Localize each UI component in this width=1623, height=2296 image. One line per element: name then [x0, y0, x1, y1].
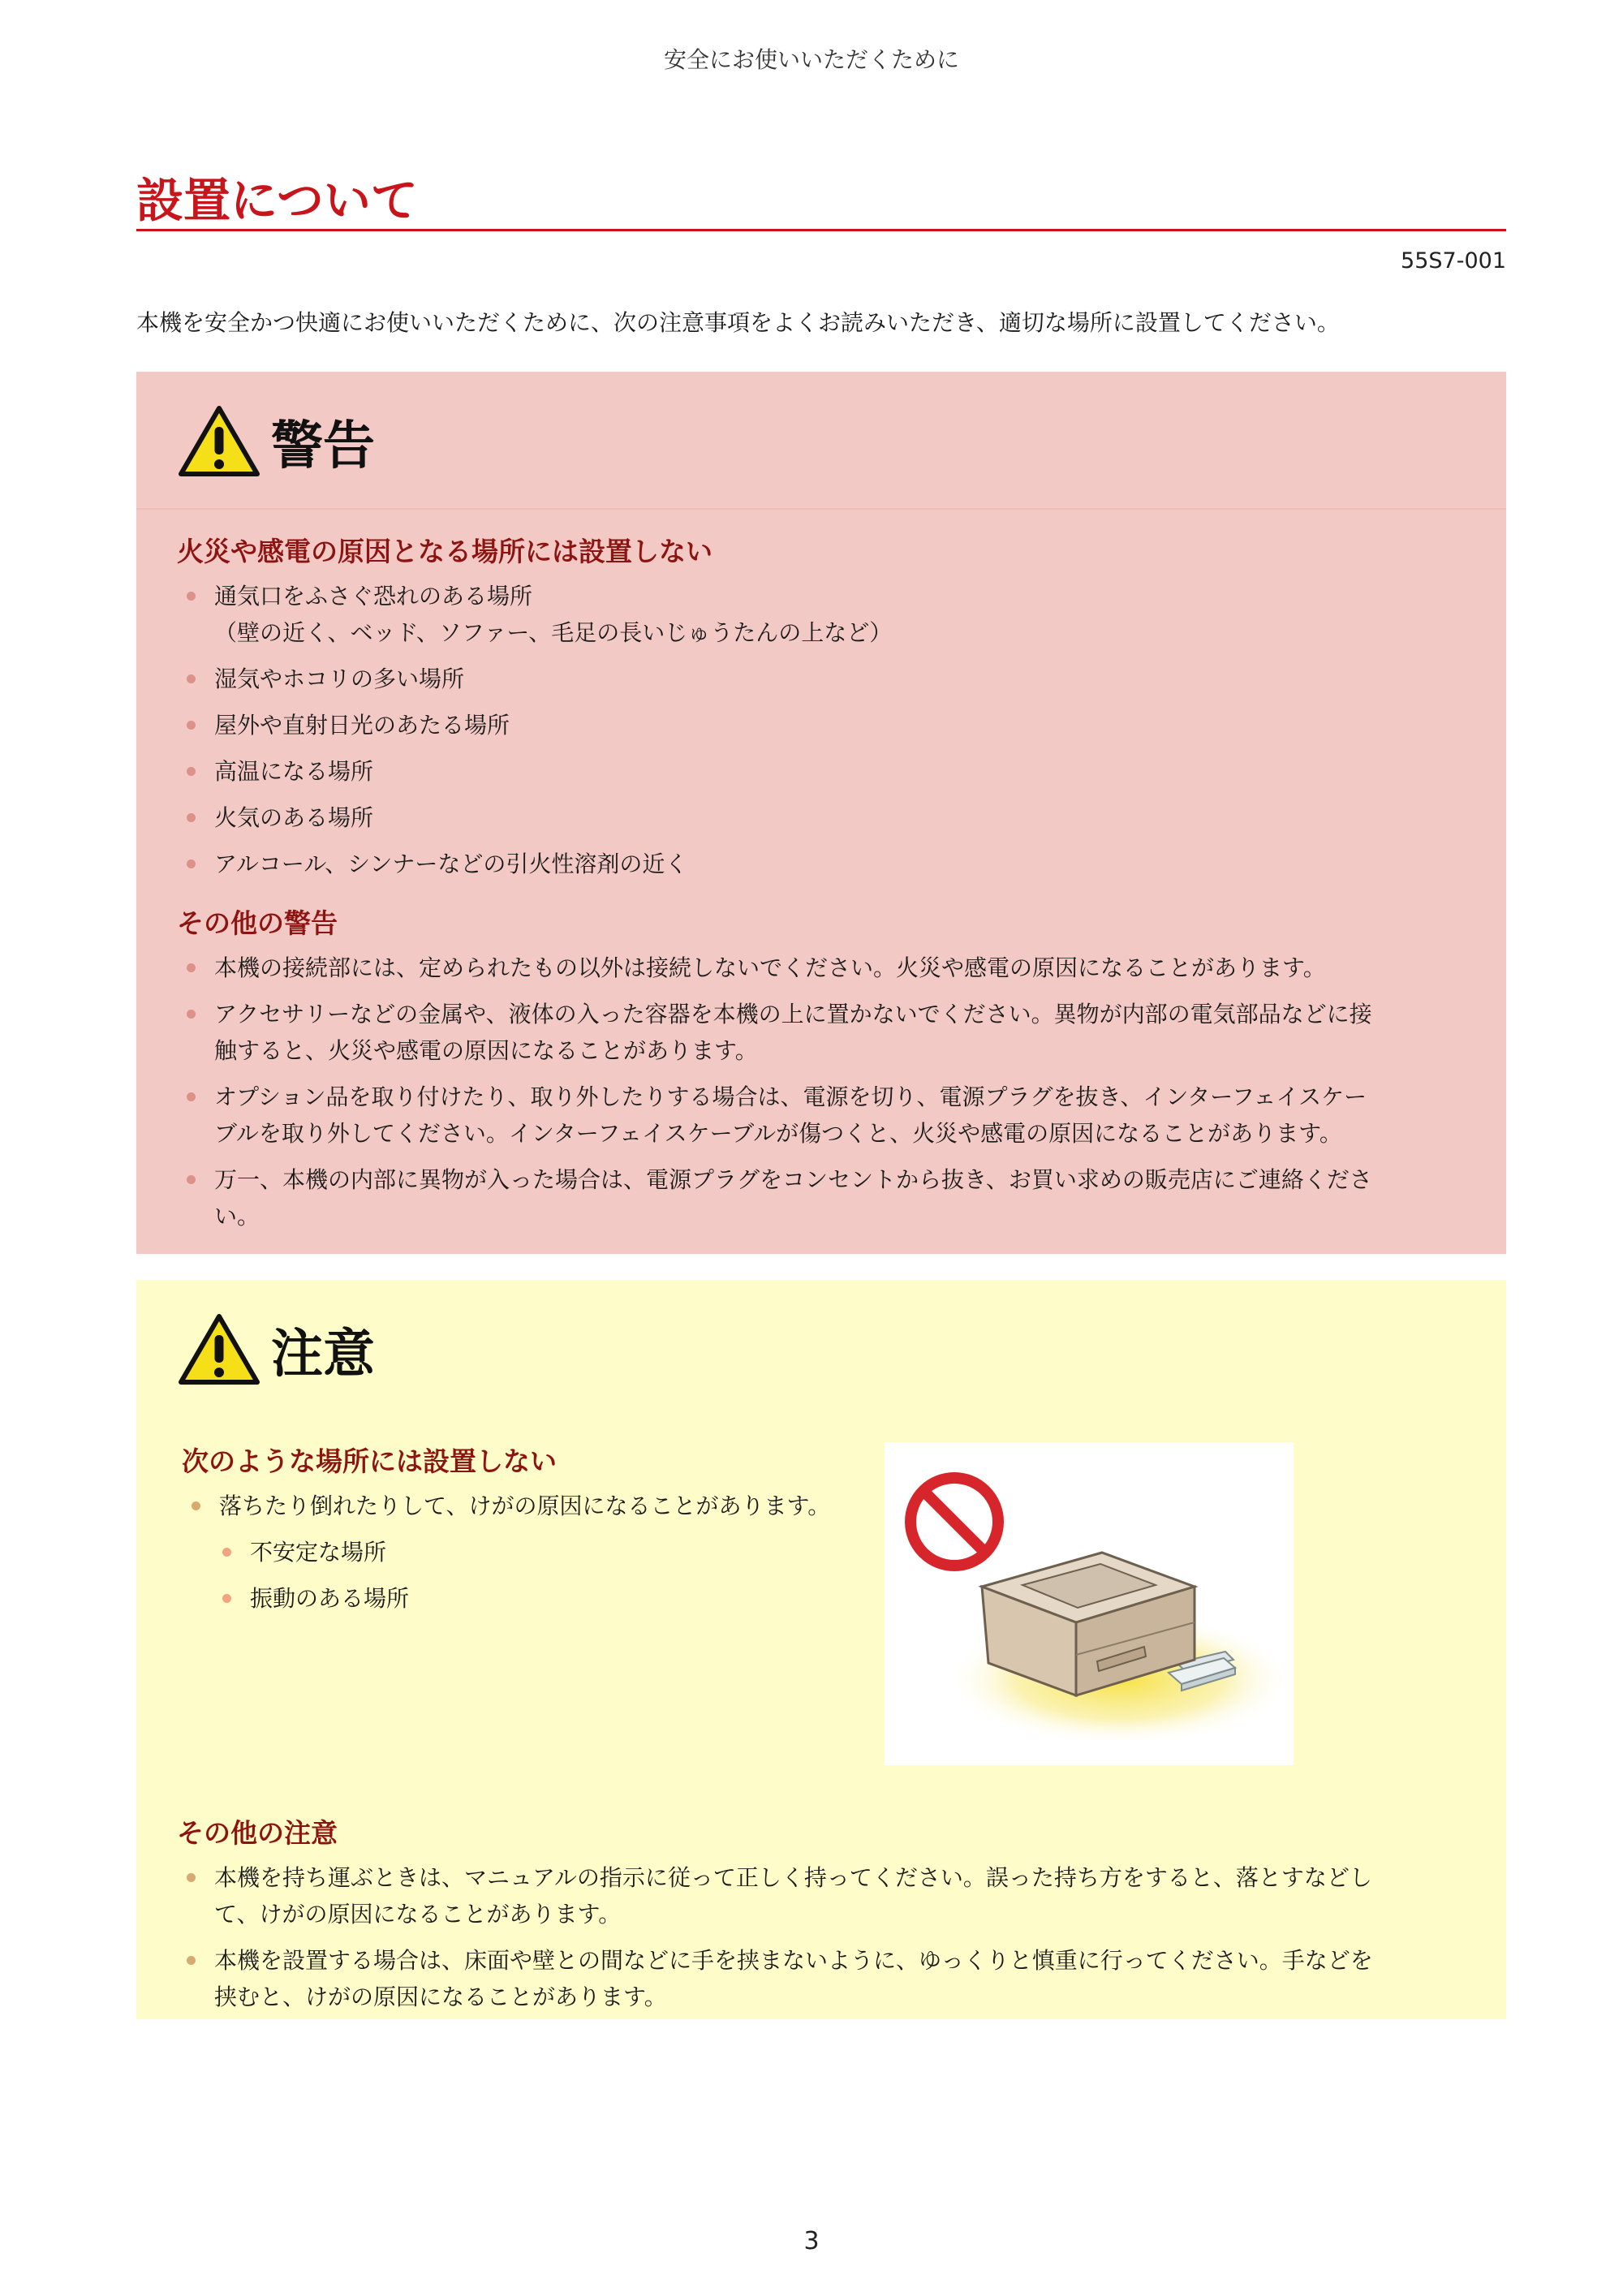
running-header: 安全にお使いいただくために — [663, 46, 959, 73]
warning-header — [177, 401, 375, 482]
list-item — [177, 661, 1475, 697]
printer-illustration — [885, 1442, 1294, 1765]
bullet-icon — [187, 592, 196, 601]
list-item-text: 万一、本機の内部に異物が入った場合は、電源プラグをコンセントから抜き、お買い求めの販売店にご連絡くださ — [214, 1166, 1372, 1193]
list-item — [177, 799, 1475, 836]
list-item — [177, 950, 1483, 986]
list-item — [177, 1859, 1483, 1932]
list-item — [177, 1942, 1483, 2015]
list-item-text: 本機を設置する場合は、床面や壁との間などに手を挟まないように、ゆっくりと慎重に行ってください。手などを — [214, 1947, 1373, 1974]
bullet-icon — [187, 1873, 196, 1882]
list-item-text: 高温になる場所 — [214, 758, 374, 785]
list-item-text: 通気口をふさぐ恐れのある場所 — [214, 583, 533, 610]
page-number: 3 — [803, 2227, 820, 2255]
bullet-icon — [187, 963, 196, 972]
list-item-text: 本機を持ち運ぶときは、マニュアルの指示に従って正しく持ってください。誤った持ち方をすると、落とすなどし — [214, 1864, 1372, 1891]
list-item — [177, 1079, 1483, 1152]
warning-section-title: 火災や感電の原因となる場所には設置しない — [177, 536, 712, 567]
list-item-text-cont: 触すると、火災や感電の原因になることがあります。 — [214, 1037, 758, 1064]
list-item-text: アルコール、シンナーなどの引火性溶剤の近く — [214, 851, 688, 877]
bullet-icon — [187, 1175, 196, 1184]
sub-list-item-text: 振動のある場所 — [250, 1585, 410, 1612]
list-item — [177, 578, 1475, 651]
bullet-icon — [187, 813, 196, 822]
intro-text: 本機を安全かつ快適にお使いいただくために、次の注意事項をよくお読みいただき、適切な場所に設置してください。 — [136, 309, 1340, 336]
list-item-text-cont: い。 — [214, 1203, 260, 1230]
prohibited-icon — [911, 1478, 998, 1566]
bullet-icon — [187, 859, 196, 868]
list-item-text: 本機の接続部には、定められたもの以外は接続しないでください。火災や感電の原因になることがあります。 — [214, 954, 1326, 981]
bullet-icon — [222, 1594, 231, 1603]
list-item-text: 落ちたり倒れたりして、けがの原因になることがあります。 — [219, 1493, 831, 1519]
warning-triangle-icon — [177, 1312, 261, 1387]
list-item-text: オプション品を取り付けたり、取り外したりする場合は、電源を切り、電源プラグを抜き、インターフェイスケー — [214, 1083, 1367, 1110]
bullet-icon — [187, 1956, 196, 1965]
warning-divider — [136, 508, 1506, 510]
list-item-text-cont: （壁の近く、ベッド、ソファー、毛足の長いじゅうたんの上など） — [214, 619, 893, 646]
list-item-text: 湿気やホコリの多い場所 — [214, 666, 465, 692]
warning-other-title: その他の警告 — [177, 907, 338, 939]
caution-label: 注意 — [271, 1325, 375, 1385]
list-item-text-cont: て、けがの原因になることがあります。 — [214, 1901, 622, 1928]
title-underline — [136, 229, 1506, 231]
caution-list-locations — [182, 1488, 880, 1626]
sub-list-item — [213, 1534, 880, 1570]
list-item — [177, 846, 1475, 882]
warning-triangle-icon — [177, 404, 261, 479]
list-item — [177, 707, 1475, 743]
bullet-icon — [187, 1092, 196, 1101]
bullet-icon — [187, 1010, 196, 1019]
list-item-text: アクセサリーなどの金属や、液体の入った容器を本機の上に置かないでください。異物が内部の電気部品などに接 — [214, 1001, 1372, 1027]
page-title: 設置について — [136, 173, 418, 228]
bullet-icon — [192, 1501, 200, 1510]
caution-box — [136, 1280, 1506, 2019]
list-item — [177, 753, 1475, 790]
bullet-icon — [187, 721, 196, 730]
document-code: 55S7-001 — [1401, 248, 1506, 274]
list-item-text: 屋外や直射日光のあたる場所 — [214, 712, 510, 739]
warning-list-other — [177, 950, 1483, 1244]
caution-section-title: 次のような場所には設置しない — [182, 1445, 557, 1477]
sub-list-item — [213, 1580, 880, 1617]
list-item-text: 火気のある場所 — [214, 804, 374, 831]
bullet-icon — [222, 1548, 231, 1557]
caution-header — [177, 1309, 375, 1390]
bullet-icon — [187, 674, 196, 683]
list-item — [177, 996, 1483, 1069]
list-item — [182, 1488, 880, 1524]
warning-list-locations — [177, 578, 1475, 892]
bullet-icon — [187, 767, 196, 776]
list-item-text-cont: 挟むと、けがの原因になることがあります。 — [214, 1984, 667, 2010]
list-item-text-cont: ブルを取り外してください。インターフェイスケーブルが傷つくと、火災や感電の原因になることがあります。 — [214, 1120, 1342, 1147]
warning-label: 警告 — [271, 416, 375, 476]
list-item — [177, 1161, 1483, 1234]
warning-box — [136, 372, 1506, 1254]
caution-other-title: その他の注意 — [177, 1817, 338, 1849]
caution-list-other — [177, 1859, 1483, 2025]
sub-list-item-text: 不安定な場所 — [250, 1539, 387, 1566]
